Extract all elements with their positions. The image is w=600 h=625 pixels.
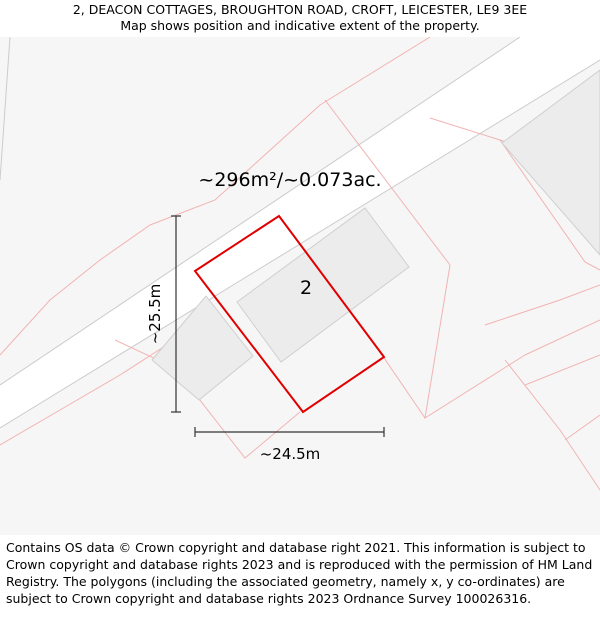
property-address: 2, DEACON COTTAGES, BROUGHTON ROAD, CROFT, LEICESTER, LE9 3EE — [72, 2, 528, 17]
area-label: ~296m²/~0.073ac. — [198, 169, 382, 191]
map-area[interactable] — [0, 37, 600, 535]
map-subtitle: Map shows position and indicative extent of the property. — [120, 18, 480, 33]
plot-number: 2 — [299, 277, 313, 299]
vertical-dimension-label: ~25.5m — [146, 283, 164, 345]
horizontal-dimension-label: ~24.5m — [259, 445, 321, 463]
map-attribution: Contains OS data © Crown copyright and database right 2021. This information is subject to Crown copyright and database rights 2023 and is reproduced with the permission of HM Land Registry. The polygons (including the associated geometry, namely x, y co-ordinates) are subject to Crown copyright and database rights 2023 Ordnance Survey 100026316. — [6, 540, 593, 606]
map-header — [0, 0, 600, 38]
